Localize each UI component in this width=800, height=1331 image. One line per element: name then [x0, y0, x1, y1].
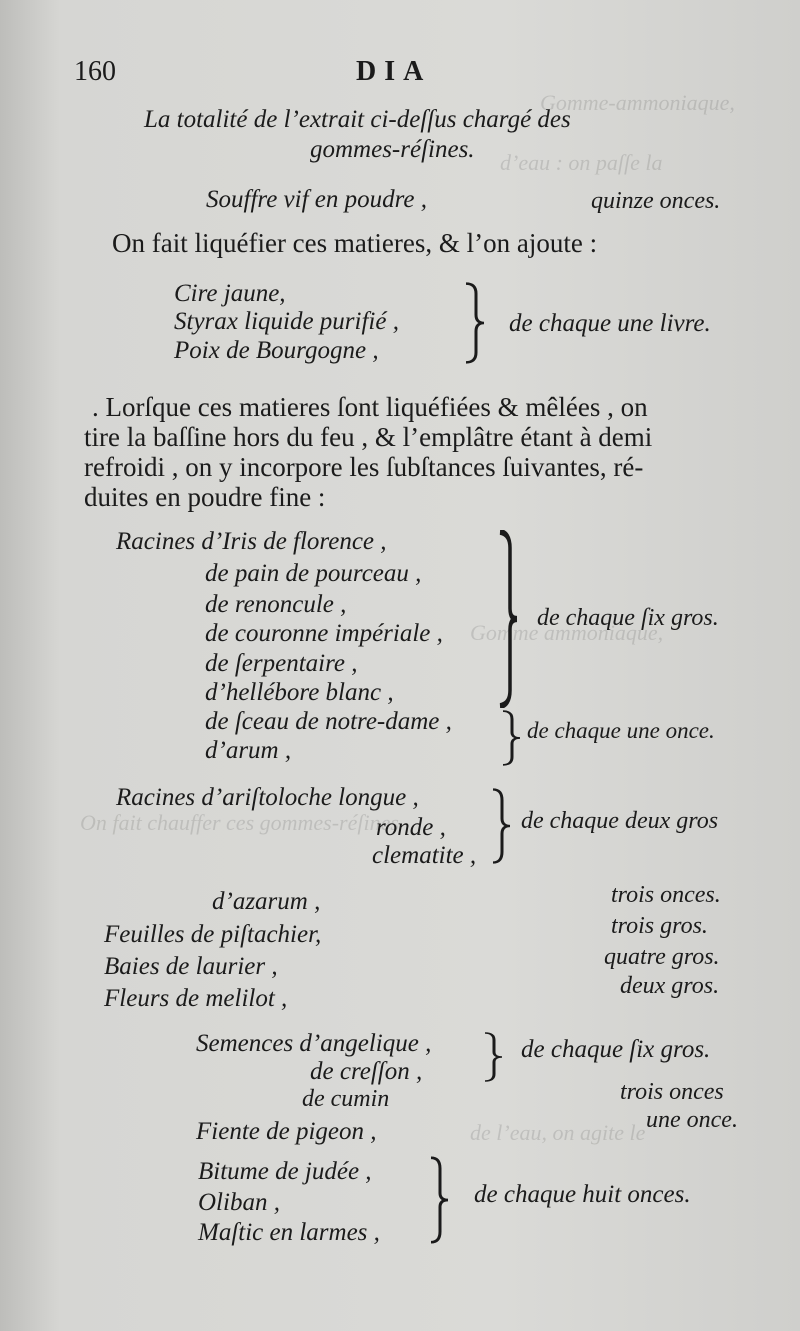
- ingredient-styrax: Styrax liquide purifié ,: [174, 308, 399, 335]
- quantity-feuilles-de-pistachier: trois gros.: [611, 913, 708, 939]
- quantity-group-6: de chaque huit onces.: [474, 1181, 691, 1208]
- ingredient-renoncule: de renoncule ,: [205, 591, 347, 618]
- ingredient-fleurs-de-melilot: Fleurs de melilot ,: [104, 985, 288, 1012]
- liquefy-line: On fait liquéfier ces matieres, & l’on ajoute :: [112, 228, 598, 258]
- ingredient-aristoloche-clematite: clematite ,: [372, 842, 477, 869]
- ingredient-semences-angelique: Semences d’angelique ,: [196, 1030, 432, 1057]
- brace-group-1: [464, 282, 486, 364]
- ingredient-baies-de-laurier: Baies de laurier ,: [104, 953, 278, 980]
- ingredient-pain-de-pourceau: de pain de pourceau ,: [205, 560, 422, 587]
- intro-line-1: La totalité de l’extrait ci-deſſus chargé des: [144, 106, 571, 133]
- ingredient-serpentaire: de ſerpentaire ,: [205, 650, 358, 677]
- paragraph-line-4: duites en poudre fine :: [84, 482, 326, 512]
- brace-group-5: [482, 1032, 504, 1082]
- ingredient-azarum: d’azarum ,: [212, 888, 321, 915]
- ingredient-soufre: Souffre vif en poudre ,: [206, 186, 428, 213]
- brace-group-6: [428, 1156, 450, 1244]
- paragraph-line-2: tire la baſſine hors du feu , & l’emplâtre étant à demi: [84, 422, 653, 452]
- ingredient-aristoloche-ronde: ronde ,: [376, 814, 446, 841]
- quantity-azarum: trois onces.: [611, 882, 721, 908]
- quantity-soufre: quinze onces.: [591, 188, 721, 214]
- brace-group-3: [500, 710, 522, 766]
- quantity-group-5: de chaque ſix gros.: [521, 1036, 711, 1063]
- page-number: 160: [74, 56, 116, 87]
- ingredient-fiente-de-pigeon: Fiente de pigeon ,: [196, 1118, 377, 1145]
- ingredient-cire: Cire jaune,: [174, 280, 286, 307]
- ingredient-bitume-de-judee: Bitume de judée ,: [198, 1158, 372, 1185]
- ingredient-hellebore-blanc: d’hellébore blanc ,: [205, 679, 394, 706]
- quantity-group-3: de chaque une once.: [527, 718, 715, 743]
- running-head: DIA: [356, 56, 432, 87]
- quantity-group-4: de chaque deux gros: [521, 808, 719, 834]
- quantity-cumin: trois onces: [620, 1079, 724, 1105]
- ingredient-arum: d’arum ,: [205, 737, 292, 764]
- brace-group-4: [490, 788, 512, 864]
- ingredient-cumin: de cumin: [302, 1086, 390, 1112]
- quantity-group-1: de chaque une livre.: [509, 310, 711, 337]
- paragraph-line-1: . Lorſque ces matieres ſont liquéfiées & mêlées , on: [92, 392, 648, 422]
- paragraph-line-3: refroidi , on y incorpore les ſubſtances ſuivantes, ré-: [84, 452, 644, 482]
- ingredient-iris: Racines d’Iris de florence ,: [116, 528, 387, 555]
- ingredient-sceau-de-notre-dame: de ſceau de notre-dame ,: [205, 708, 452, 735]
- ingredient-mastic-en-larmes: Maſtic en larmes ,: [198, 1219, 380, 1246]
- quantity-group-2: de chaque ſix gros.: [537, 605, 719, 631]
- quantity-fiente-de-pigeon: une once.: [646, 1107, 738, 1133]
- ingredient-semences-cresson: de creſſon ,: [310, 1058, 423, 1085]
- ingredient-aristoloche-longue: Racines d’ariſtoloche longue ,: [116, 784, 419, 811]
- ingredient-oliban: Oliban ,: [198, 1189, 280, 1216]
- ingredient-feuilles-de-pistachier: Feuilles de piſtachier,: [104, 921, 322, 948]
- book-page: Gomme-ammoniaque, d’eau : on paſſe la Gomme ammoniaque, On fait chauffer ces gommes-réſines de l’eau, on agite le 160 DIA La totalité de l’extrait ci-deſſus chargé des gommes-réſines. Souffre vif en poudre , quinze onces. On fait liquéfier ces matieres, & l’on ajoute : Cire jaune, Styrax liquide purifié , Poix de Bourgogne , de chaque une livre. . Lorſque ces matieres ſont liquéfiées & mêlées , on tire la baſſine hors du feu , & l’emplâtre étant à demi refroidi , on y incorpore les ſubſtances ſuivantes, ré- duites en poudre fine : Racines d’Iris de florence , de pain de pourceau , de renoncule , de couronne impériale , de ſerpentaire , d’hellébore blanc , de chaque ſix gros. de ſceau de notre-dame , d’arum , de chaque une once. Racines d’ariſtoloche longue , ronde , clematite , de chaque deux gros d’azarum , trois onces. Feuilles de piſtachier, trois gros. Baies de laurier , quatre gros. Fleurs de melilot , deux gros. Semences d’angelique , de creſſon , de chaque ſix gros. de cumin trois onces Fiente de pigeon , une once. Bitume de judée , Oliban , Maſtic en larmes , de chaque huit onces.: [0, 0, 800, 1331]
- ingredient-couronne-imperiale: de couronne impériale ,: [205, 620, 443, 647]
- quantity-baies-de-laurier: quatre gros.: [604, 944, 720, 970]
- brace-group-2: [496, 530, 518, 708]
- quantity-fleurs-de-melilot: deux gros.: [620, 973, 720, 999]
- ingredient-poix: Poix de Bourgogne ,: [174, 337, 379, 364]
- intro-line-2: gommes-réſines.: [310, 136, 475, 163]
